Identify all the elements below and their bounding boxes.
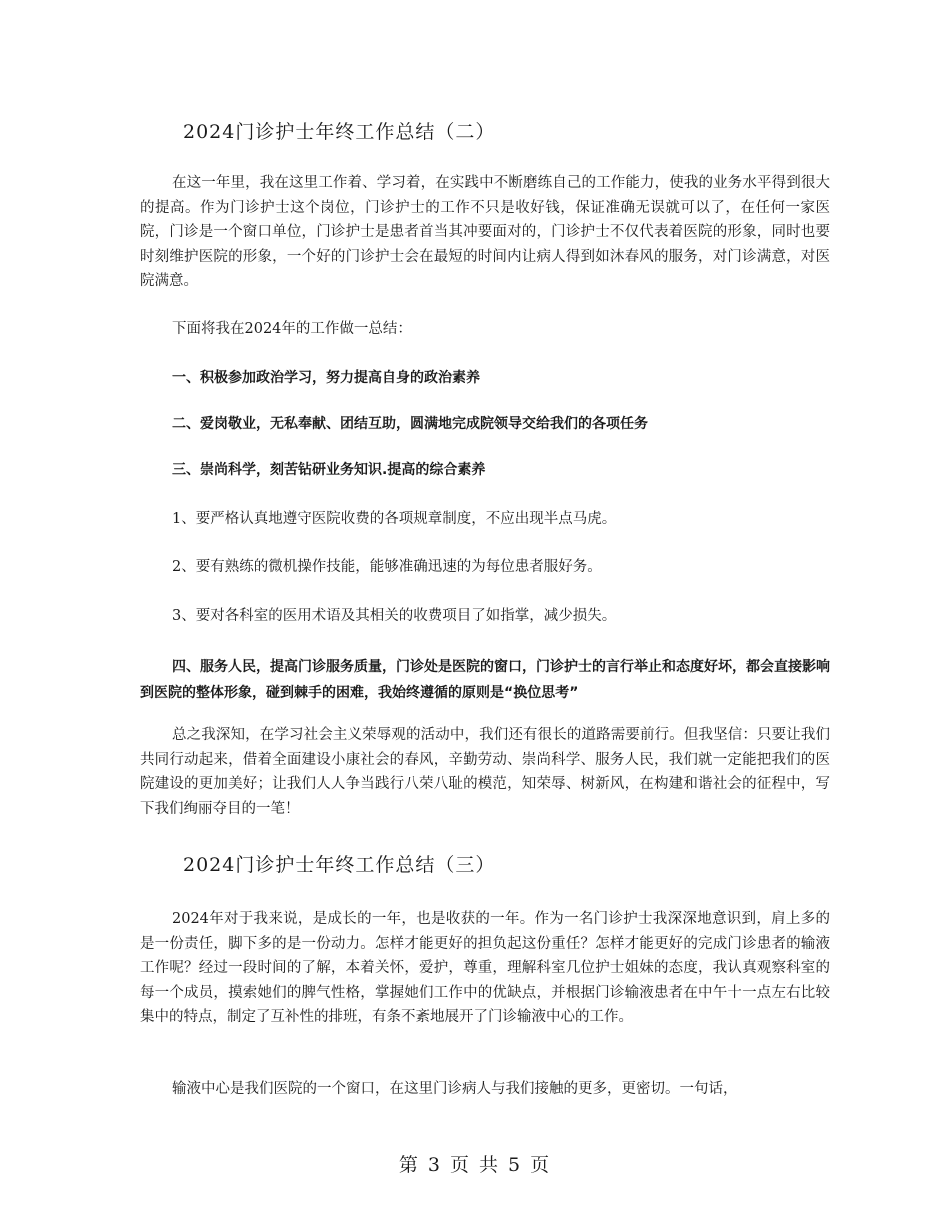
section-3-paragraph-1: 2024年对于我来说，是成长的一年，也是收获的一年。作为一名门诊护士我深深地意识到，肩上多的是一份责任，脚下多的是一份动力。怎样才能更好的担负起这份重任？怎样才能更好的完成门诊患者的输液工作呢？经过一段时间的了解，本着关怀，爱护，尊重，理解科室几位护士姐妹的态度，我认真观察科室的每一个成员，摸索她们的脾气性格，掌握她们工作中的优缺点，并根据门诊输液患者在中午十一点左右比较集中的特点，制定了互补性的排班，有条不紊地展开了门诊输液中心的工作。 [140,911,830,1025]
section-3-title: 2024门诊护士年终工作总结（三） [183,854,496,876]
item-2: 2、要有熟练的微机操作技能，能够准确迅速的为每位患者服好务。 [172,559,602,575]
section-3-paragraph-2: 输液中心是我们医院的一个窗口，在这里门诊病人与我们接触的更多，更密切。一句话， [172,1081,738,1097]
section-2-title: 2024门诊护士年终工作总结（二） [183,121,496,143]
section-2-intro: 在这一年里，我在这里工作着、学习着，在实践中不断磨练自己的工作能力，使我的业务水平得到很大的提高。作为门诊护士这个岗位，门诊护士的工作不只是收好钱，保证准确无误就可以了，在任何一家医院，门诊是一个窗口单位，门诊护士是患者首当其冲要面对的，门诊护士不仅代表着医院的形象，同时也要时刻维护医院的形象，一个好的门诊护士会在最短的时间内让病人得到如沐春风的服务，对门诊满意，对医院满意。 [140,175,830,289]
point-2: 二、爱岗敬业，无私奉献、团结互助，圆满地完成院领导交给我们的各项任务 [172,416,648,432]
item-1: 1、要严格认真地遵守医院收费的各项规章制度，不应出现半点马虎。 [172,511,617,527]
item-3: 3、要对各科室的医用术语及其相关的收费项目了如指掌，减少损失。 [172,608,617,624]
point-1: 一、积极参加政治学习，努力提高自身的政治素养 [172,370,480,386]
page-footer: 第 3 页 共 5 页 [398,1154,552,1176]
summary-lead: 下面将我在2024年的工作做一总结： [172,321,412,337]
section-2-conclusion: 总之我深知，在学习社会主义荣辱观的活动中，我们还有很长的道路需要前行。但我坚信：只要让我们共同行动起来，借着全面建设小康社会的春风，辛勤劳动、崇尚科学、服务人民，我们就一定能把我们的医院建设的更加美好；让我们人人争当践行八荣八耻的模范，知荣辱、树新风，在构建和谐社会的征程中，写下我们绚丽夺目的一笔！ [140,727,830,817]
point-3: 三、崇尚科学，刻苦钻研业务知识.提高的综合素养 [172,462,486,478]
point-4: 四、服务人民，提高门诊服务质量，门诊处是医院的窗口，门诊护士的言行举止和态度好坏，都会直接影响到医院的整体形象，碰到棘手的困难，我始终遵循的原则是“换位思考” [140,659,830,701]
